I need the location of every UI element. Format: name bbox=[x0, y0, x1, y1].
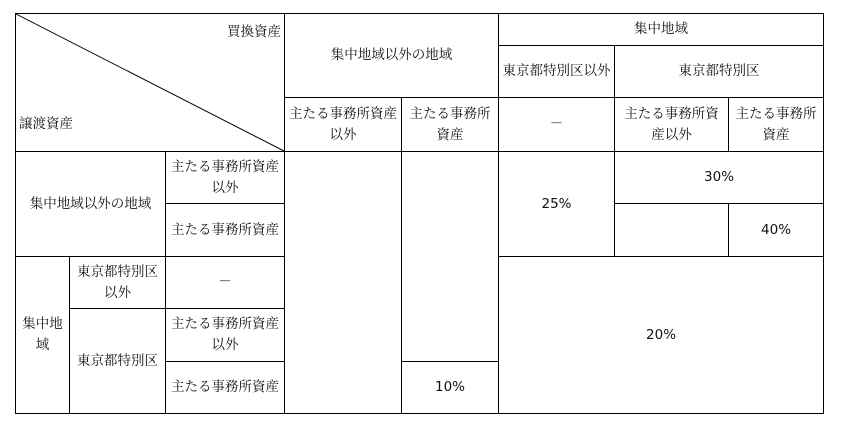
rate-20: 20% bbox=[499, 257, 824, 414]
row-tokyo-main-office: 主たる事務所資産 bbox=[166, 362, 285, 414]
col-concentrated: 集中地域 bbox=[499, 14, 824, 46]
row-outside-tokyo-wards: 東京都特別区以外 bbox=[70, 257, 166, 309]
col-nc-non-main-office: 主たる事務所資産以外 bbox=[285, 98, 402, 152]
row-nc-main-office: 主たる事務所資産 bbox=[166, 204, 285, 257]
row-nc-non-main-office: 主たる事務所資産以外 bbox=[166, 152, 285, 204]
rate-40: 40% bbox=[729, 204, 824, 257]
buy-asset-label: 買換資産 bbox=[227, 24, 282, 40]
row-tokyo-non-main-office: 主たる事務所資産以外 bbox=[166, 309, 285, 362]
rate-25: 25% bbox=[499, 152, 615, 257]
col-tokyo-non-main-office: 主たる事務所資産以外 bbox=[615, 98, 729, 152]
cell-empty-b bbox=[402, 152, 499, 362]
rate-30: 30% bbox=[615, 152, 824, 204]
col-nc-main-office: 主たる事務所資産 bbox=[402, 98, 499, 152]
transfer-asset-label: 譲渡資産 bbox=[19, 116, 73, 132]
col-outside-tokyo-wards: 東京都特別区以外 bbox=[499, 46, 615, 98]
row-concentrated: 集中地域 bbox=[16, 257, 70, 414]
cell-empty-c bbox=[615, 204, 729, 257]
deferral-rate-table bbox=[15, 13, 824, 414]
col-tokyo-main-office: 主たる事務所資産 bbox=[729, 98, 824, 152]
cell-empty-a bbox=[285, 152, 402, 414]
col-tokyo-wards: 東京都特別区 bbox=[615, 46, 824, 98]
col-non-concentrated: 集中地域以外の地域 bbox=[285, 14, 499, 98]
row-outside-tokyo-dash: － bbox=[166, 257, 285, 309]
row-tokyo-wards: 東京都特別区 bbox=[70, 309, 166, 414]
rate-10: 10% bbox=[402, 362, 499, 414]
corner-header bbox=[16, 14, 285, 152]
row-non-concentrated: 集中地域以外の地域 bbox=[16, 152, 166, 257]
col-outside-tokyo-dash: － bbox=[499, 98, 615, 152]
